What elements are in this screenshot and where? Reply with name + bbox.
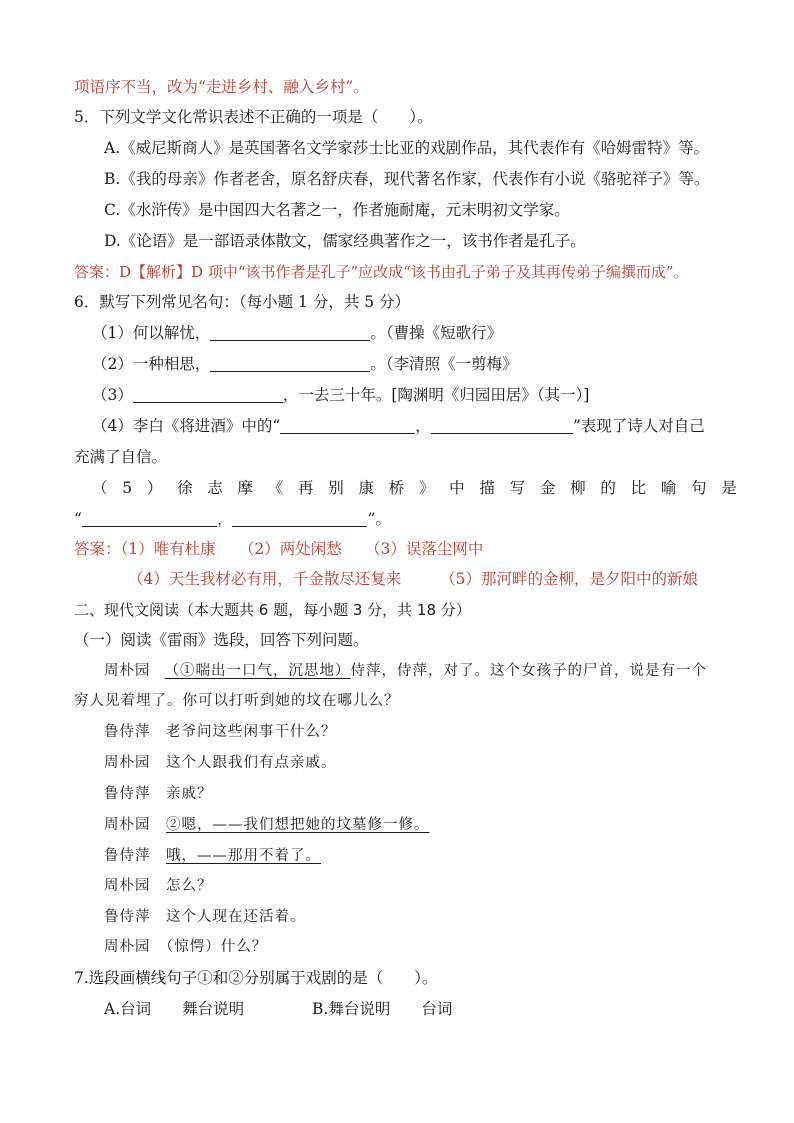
- script-line-3: 周朴园 这个人跟我们有点亲戚。: [104, 755, 337, 771]
- item-2-prompt: （2）一种相思，: [92, 355, 211, 373]
- question-7-stem: 7.选段画横线句子①和②分别属于戏剧的是（ ）。: [74, 969, 438, 987]
- item-5-char: （: [92, 479, 108, 497]
- section-2-sub-heading: （一）阅读《雷雨》选段，回答下列问题。: [74, 631, 369, 649]
- item-5-char: 康: [358, 479, 374, 497]
- item-2-source: 。（李清照《一剪梅》: [370, 355, 518, 373]
- item-5-char: 5: [122, 479, 133, 497]
- item-5-char: 《: [267, 479, 284, 497]
- item-5-char: 再: [298, 479, 314, 497]
- answer-blank[interactable]: [280, 417, 415, 434]
- script-line-8: 鲁侍萍 这个人现在还活着。: [104, 909, 306, 925]
- item-5-char: 中: [449, 479, 465, 497]
- item-1-source: 。（曹操《短歌行》: [370, 324, 503, 342]
- item-5-char: 》: [418, 479, 435, 497]
- question-5-answer: 答案：D【解析】D 项中“该书作者是孔子”应改成“该书由孔子弟子及其再传弟子编撰而成”。: [74, 263, 689, 281]
- question-6-answer-line-1: 答案：（1）唯有杜康 （2）两处闲愁 （3）误落尘网中: [74, 540, 484, 558]
- item-5-char: 别: [328, 479, 344, 497]
- item-1-prompt: （1）何以解忧，: [92, 324, 211, 342]
- item-5-char: 摩: [237, 479, 254, 497]
- answer-blank[interactable]: [232, 510, 367, 527]
- item-5-char: 志: [207, 479, 223, 497]
- question-7-option-a: A.台词 舞台说明: [104, 1000, 245, 1018]
- question-6-answer-line-2: （4）天生我材必有用，千金散尽还复来 （5）那河畔的金柳，是夕阳中的新娘: [128, 570, 698, 588]
- question-6-item-4-continued: 充满了自信。: [74, 448, 168, 466]
- item-5-char: 徐: [177, 479, 193, 497]
- question-5-option-c: C.《水浒传》是中国四大名著之一，作者施耐庵，元末明初文学家。: [104, 201, 570, 219]
- question-6-stem: 6．默写下列常见名句：（每小题 1 分，共 5 分）: [74, 293, 411, 311]
- item-5-char: 是: [721, 479, 737, 497]
- script-line-2: 鲁侍萍 老爷问这些闲事干什么？: [104, 724, 337, 740]
- question-6-item-4: [92, 415, 705, 437]
- question-6-item-5-continued: [74, 508, 391, 530]
- item-5-char: 桥: [388, 479, 405, 497]
- underlined-sentence-1: （①喘出一口气，沉思地）: [164, 663, 351, 679]
- answer-blank[interactable]: [133, 386, 283, 403]
- underlined-sentence-2: ②嗯，——我们想把她的坟墓修一修。: [166, 817, 430, 833]
- speaker-lu-shiping: 鲁侍萍: [104, 848, 166, 864]
- speaker-zhou-puyuan: 周朴园: [104, 817, 166, 833]
- item-5-char: 金: [539, 479, 556, 497]
- previous-answer-tail: 项语序不当，改为“走进乡村、融入乡村”。: [74, 78, 369, 96]
- item-4-tail: ”表现了诗人对自己: [572, 417, 705, 435]
- script-line-7: 周朴园 怎么？: [104, 878, 213, 894]
- section-2-heading: 二、现代文阅读（本大题共 6 题，每小题 3 分，共 18 分）: [74, 601, 471, 619]
- item-5-char: 柳: [570, 479, 586, 497]
- question-7-option-b: B.舞台说明 台词: [312, 1000, 453, 1018]
- close-quote: ”。: [367, 510, 391, 528]
- open-quote: “: [74, 510, 82, 528]
- item-5-char: 比: [630, 479, 647, 497]
- question-6-item-5: [92, 477, 737, 499]
- item-4-prompt: （4）李白《将进酒》中的“: [92, 417, 281, 435]
- answer-blank[interactable]: [210, 355, 370, 372]
- question-5-option-d: D.《论语》是一部语录体散文，儒家经典著作之一，该书作者是孔子。: [104, 232, 586, 250]
- question-5-option-a: A.《威尼斯商人》是英国著名文学家莎士比亚的戏剧作品，其代表作有《哈姆雷特》等。: [104, 139, 710, 157]
- script-line-9: 周朴园 （惊愕）什么？: [104, 939, 268, 955]
- speaker-zhou-puyuan: 周朴园: [104, 663, 151, 679]
- answer-blank[interactable]: [431, 417, 573, 434]
- question-6-item-3: [92, 384, 589, 406]
- question-5-option-b: B.《我的母亲》作者老舍，原名舒庆春，现代著名作家，代表作有小说《骆驼祥子》等。: [104, 170, 710, 188]
- script-line-4: 鲁侍萍 亲戚？: [104, 786, 213, 802]
- item-5-char: 喻: [660, 479, 677, 497]
- item-5-comma: ，: [216, 510, 233, 528]
- script-line-6: [104, 845, 321, 867]
- question-6-item-1: [92, 322, 502, 344]
- answer-blank[interactable]: [210, 324, 370, 341]
- item-3-source: ，一去三十年。[陶渊明《归园田居》（其一）]: [282, 386, 590, 404]
- answer-blank[interactable]: [82, 510, 217, 527]
- item-4-comma: ，: [415, 417, 431, 435]
- item-5-char: 的: [600, 479, 616, 497]
- underlined-reply: 哦，——那用不着了。: [166, 848, 321, 864]
- item-5-char: 写: [509, 479, 526, 497]
- item-5-char: 描: [479, 479, 495, 497]
- item-5-char: 句: [691, 479, 707, 497]
- item-5-char: ）: [146, 479, 163, 497]
- question-6-item-2: [92, 353, 518, 375]
- script-line-1-continued: 穷人见着埋了。你可以打听到她的坟在哪儿么？: [74, 693, 400, 709]
- script-line-1: [104, 660, 707, 682]
- question-5-stem: 5．下列文学文化常识表述不正确的一项是（ ）。: [74, 108, 433, 126]
- script-line-5: [104, 814, 430, 836]
- item-3-prompt: （3）: [92, 386, 133, 404]
- script-line-1-text: 侍萍，侍萍，对了。这个女孩子的尸首，说是有一个: [350, 663, 707, 679]
